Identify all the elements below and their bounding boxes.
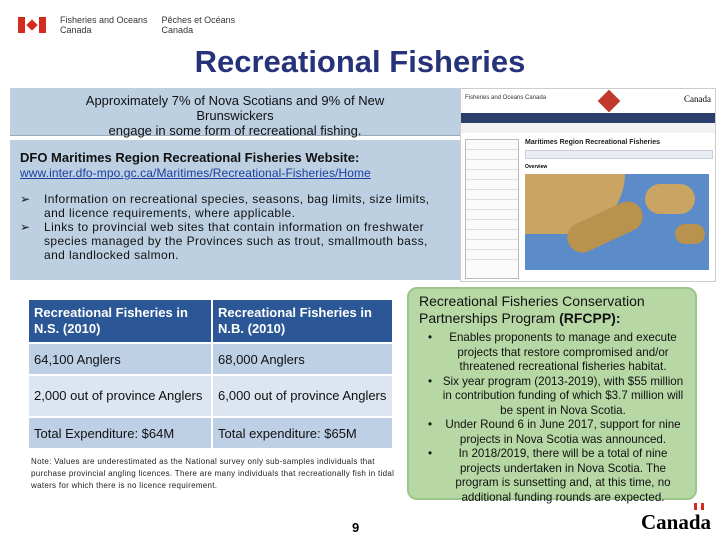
stats-table — [27, 298, 394, 450]
table-header-cell: Recreational Fisheries in N.B. (2010) — [212, 299, 393, 343]
table-row — [28, 417, 393, 449]
page-title: Recreational Fisheries — [194, 44, 526, 79]
table-cell: 64,100 Anglers — [28, 343, 212, 375]
dept-name-french: Pêches et Océans Canada — [161, 15, 236, 35]
list-item: • Enables proponents to manage and execute projects that restore compromised and/or threatened recreational fisheries habitat. — [419, 331, 685, 375]
website-info-box — [10, 140, 460, 280]
website-bullet: ➢ Links to provincial web sites that contain information on freshwater species managed by the Provinces such as trout, smallmouth bass, and landlocked salmon. — [20, 220, 428, 262]
list-item: • Six year program (2013-2019), with $55 million in contribution funding of which $3.7 million will be spent in Nova Scotia. — [419, 375, 685, 419]
table-cell: Total expenditure: $65M — [212, 417, 393, 449]
screenshot-overview-label: Overview — [525, 164, 548, 170]
website-link[interactable]: www.inter.dfo-mpo.gc.ca/Maritimes/Recreational-Fisheries/Home — [20, 166, 371, 180]
rfcpp-box — [407, 287, 697, 504]
screenshot-nav-bar — [461, 113, 715, 123]
page-number: 9 — [352, 520, 360, 535]
table-row — [28, 343, 393, 375]
intro-line: Brunswickers — [196, 108, 274, 123]
footnote: Note: Values are underestimated as the National survey only sub-samples individuals that purchase provincial angling licences. There are many individuals that recreationally fish in tidal waters for which there is no licence requirement. — [31, 457, 395, 490]
bullet-icon: • — [427, 374, 433, 388]
maritimes-map-image — [525, 174, 709, 270]
table-header-row — [28, 299, 393, 343]
government-signature — [18, 15, 235, 35]
bullet-icon: • — [427, 418, 433, 431]
website-bullet: ➢ Information on recreational species, seasons, bag limits, size limits, and licence requirements, where applicable. — [20, 192, 430, 220]
intro-line: engage in some form of recreational fishing. — [108, 123, 362, 138]
table-row — [28, 375, 393, 417]
list-item: • In 2018/2019, there will be a total of nine projects undertaken in Nova Scotia. The program is sunsetting and, at this time, no additional funding rounds are expected. — [419, 447, 685, 505]
screenshot-site-title: Fisheries and Oceans Canada — [465, 95, 547, 101]
table-header-cell: Recreational Fisheries in N.S. (2010) — [28, 299, 212, 343]
website-screenshot — [460, 88, 716, 282]
rfcpp-title: Recreational Fisheries Conservation Partnerships Program (RFCPP): — [419, 293, 645, 326]
table-cell: 2,000 out of province Anglers — [28, 375, 212, 417]
screenshot-tabs — [525, 150, 713, 159]
intro-line: Approximately 7% of Nova Scotians and 9% of New — [85, 93, 385, 108]
table-cell: 6,000 out of province Anglers — [212, 375, 393, 417]
table-cell: 68,000 Anglers — [212, 343, 393, 375]
table-cell: Total Expenditure: $64M — [28, 417, 212, 449]
canada-wordmark: Canada — [641, 510, 712, 534]
dept-name-english: Fisheries and Oceans Canada — [60, 15, 148, 35]
canada-flag-icon — [18, 17, 46, 33]
intro-box — [10, 88, 460, 136]
screenshot-breadcrumb — [461, 123, 715, 133]
list-item: • Under Round 6 in June 2017, support for nine projects in Nova Scotia was announced. — [419, 418, 685, 447]
maple-leaf-icon — [598, 90, 621, 113]
bullet-icon: • — [427, 331, 433, 344]
arrow-bullet-icon: ➢ — [20, 192, 31, 206]
screenshot-page-heading: Maritimes Region Recreational Fisheries — [525, 139, 660, 146]
screenshot-sidebar — [465, 139, 519, 279]
website-heading: DFO Maritimes Region Recreational Fisheries Website: — [20, 150, 360, 165]
bullet-icon: • — [427, 447, 433, 460]
wordmark-flag-icon — [694, 503, 704, 510]
arrow-bullet-icon: ➢ — [20, 220, 31, 234]
screenshot-canada-wordmark: Canada — [684, 94, 711, 104]
